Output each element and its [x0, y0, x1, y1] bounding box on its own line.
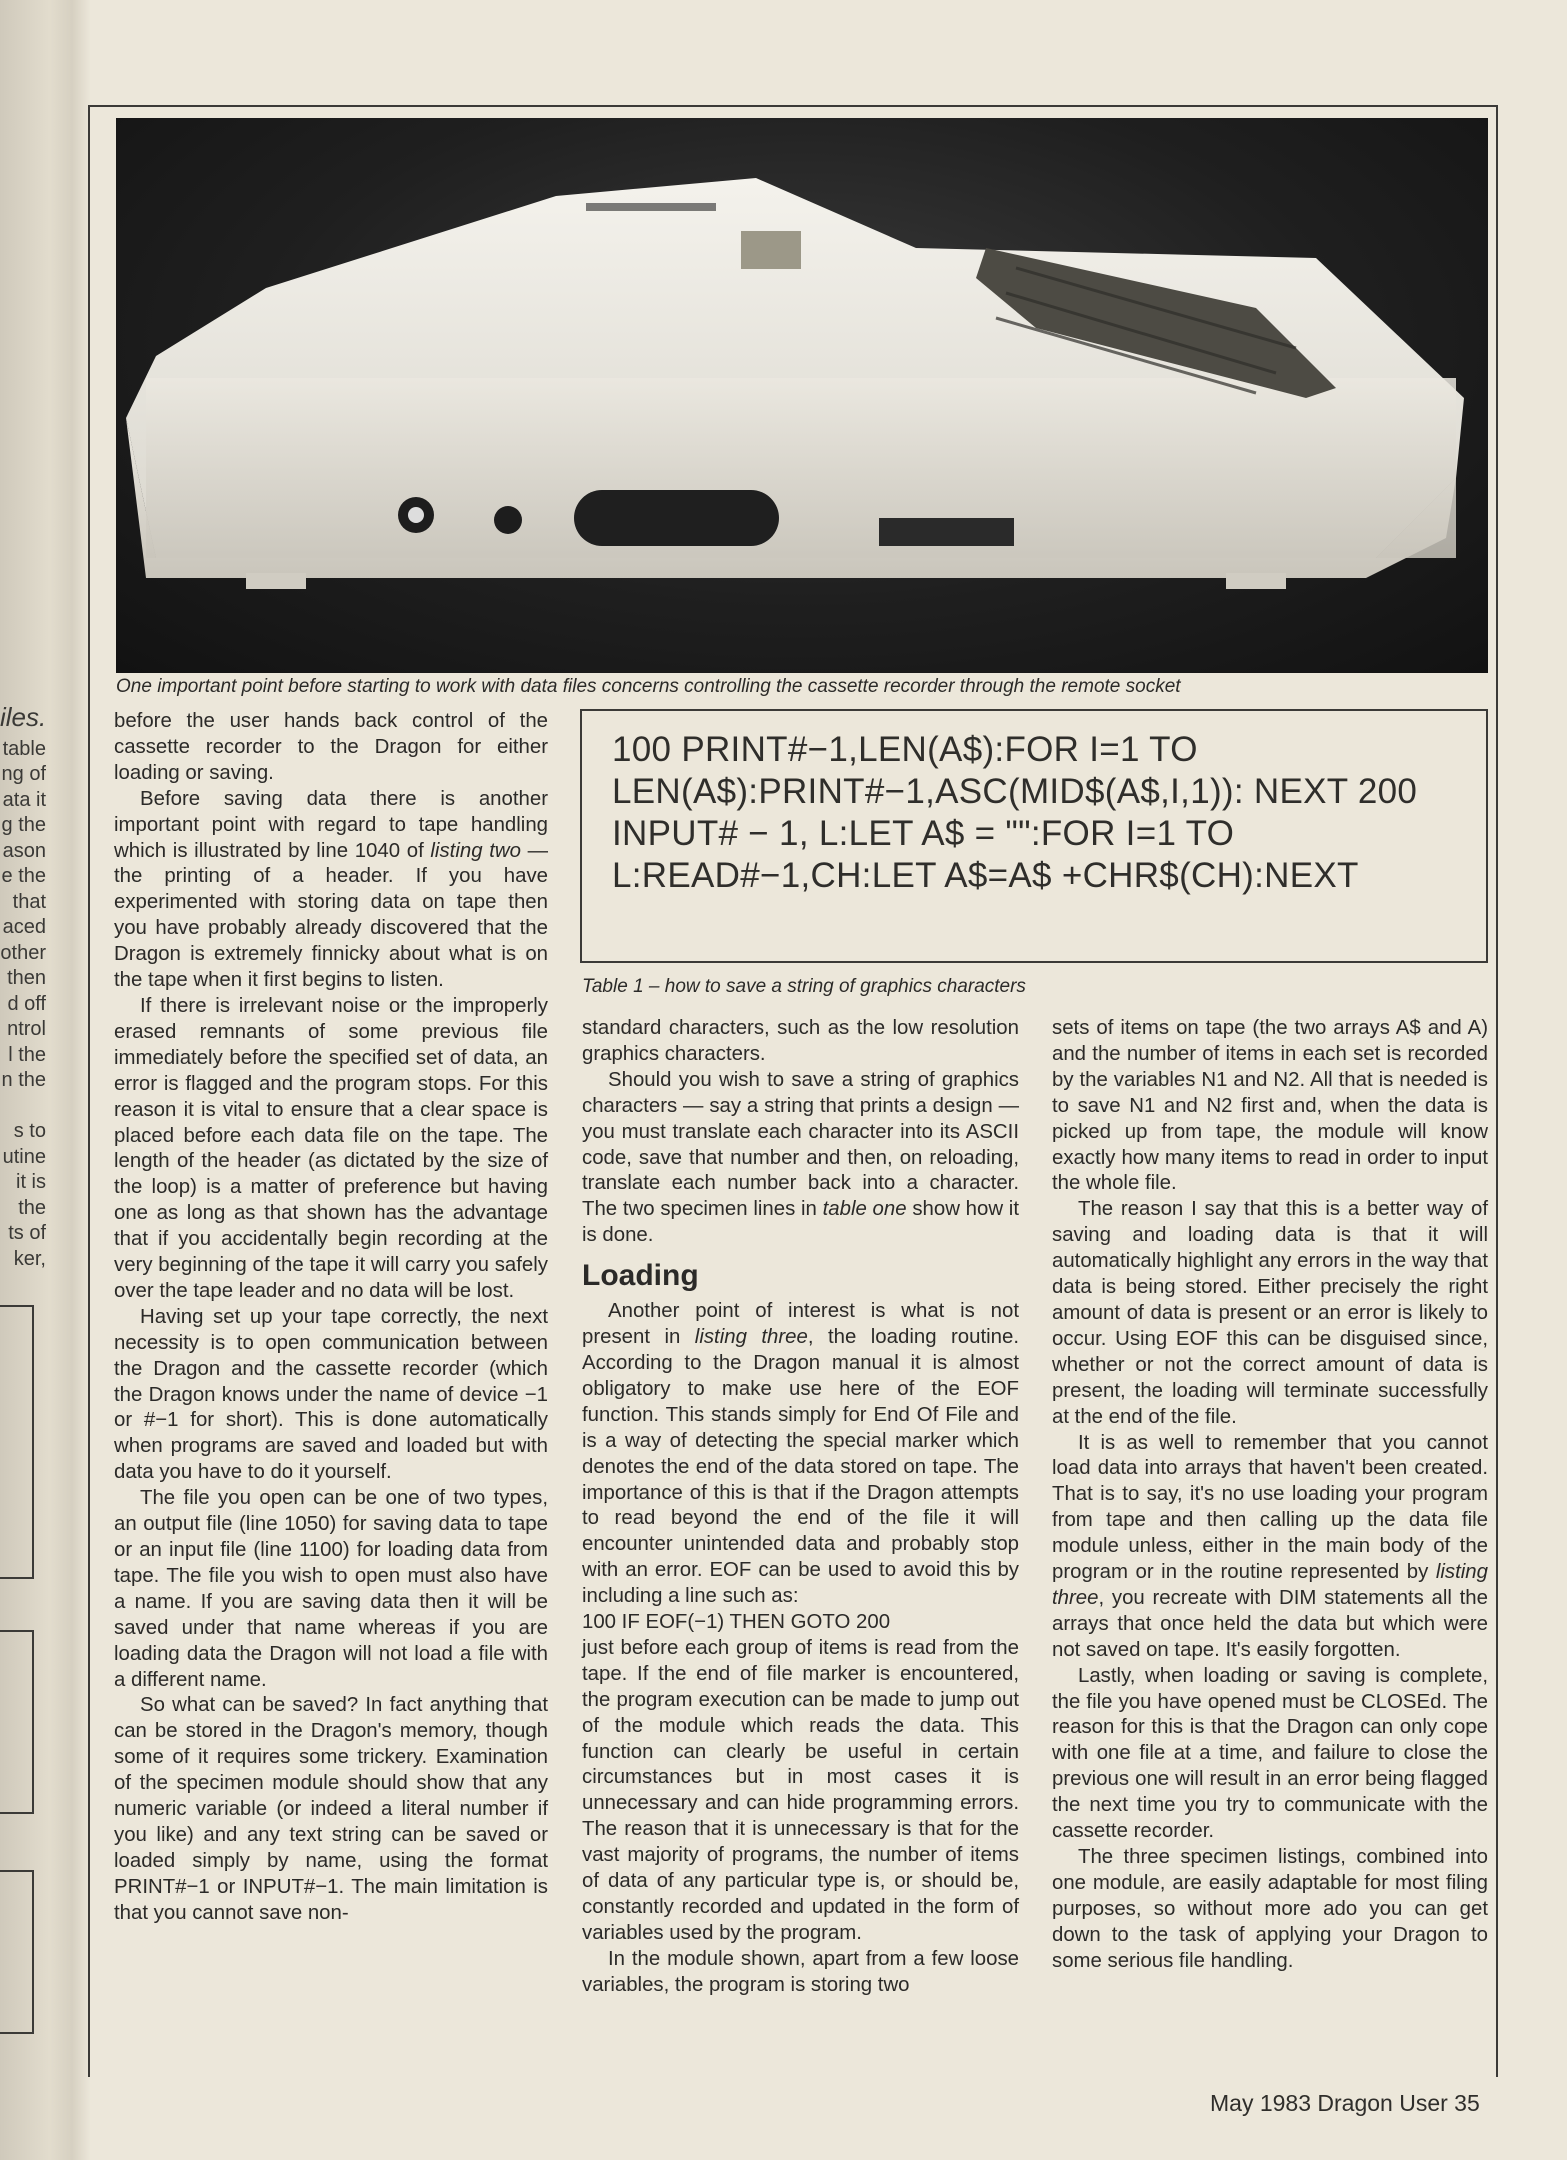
- paragraph: Lastly, when loading or saving is complete, the file you have opened must be CLOSEd. The reason for this is that the Dragon can only cope with one file at a time, and failure to close the previous one will result in an error being flagged the next time you try to communicate with the cassette recorder.: [1052, 1664, 1488, 1843]
- previous-page-fragment: ts of: [8, 1222, 46, 1244]
- previous-page-fragment: that: [12, 890, 46, 913]
- previous-page-fragment: ason: [2, 839, 46, 862]
- previous-page-fragment: other: [0, 941, 46, 964]
- table-1-code: 100 PRINT#−1,LEN(A$):FOR I=1 TO LEN(A$):PRINT#−1,ASC(MID$(A$,I,1)): NEXT 200 INPUT# − 1, L:LET A$ = "":FOR I=1 TO L:READ#−1,CH:LET A$=A$ +CHR$(CH):NEXT: [612, 730, 1418, 895]
- previous-page-fragment: it is: [16, 1171, 46, 1193]
- previous-page-box: [0, 1870, 34, 2034]
- previous-page-fragment: ntrol: [7, 1018, 46, 1040]
- paragraph: just before each group of items is read from the tape. If the end of file marker is encountered, the program execution can be made to jump out of the module which reads the data. This function can clearly be useful in certain circumstances but in most cases it is unnecessary and can hide programming errors. The reason that it is unnecessary is that for the vast majority of programs, the number of items of data of any particular type is, or should be, constantly recorded and updated in the form of variables used by the program.: [582, 1636, 1019, 1944]
- table-1-box: [580, 709, 1488, 963]
- previous-page-fragment: aced: [2, 916, 46, 938]
- paragraph: sets of items on tape (the two arrays A$ and A) and the number of items in each set is recorded by the variables N1 and N2. All that is needed is to save N1 and N2 first and, when the data is picked up from tape, the module will know exactly how many items to read in order to input the whole file.: [1052, 1017, 1488, 1195]
- page-folio: May 1983 Dragon User 35: [1210, 2090, 1480, 2116]
- previous-page-text-fragments: [0, 705, 46, 1272]
- paragraph: In the module shown, apart from a few loose variables, the program is storing two: [582, 1947, 1019, 1996]
- previous-page-fragment: ata it: [2, 788, 46, 811]
- paragraph: So what can be saved? In fact anything that can be stored in the Dragon's memory, though some of it requires some trickery. Examination of the specimen module should show that any numeric variable (or indeed a literal number if you like) and any text string can be saved or loaded simply by name, using the format PRINT#−1 or INPUT#−1. The main limitation is that you cannot save non-: [114, 1694, 548, 1924]
- previous-page-title-fragment: iles.: [0, 705, 46, 732]
- paragraph: before the user hands back control of the cassette recorder to the Dragon for either loading or saving.: [114, 710, 548, 784]
- text-column-1: [114, 709, 548, 1927]
- paragraph: The file you open can be one of two types, an output file (line 1050) for saving data to tape or an input file (line 1100) for loading data from tape. The file you wish to open must also have a name. If you are saving data then it will be saved under that name whereas if you are loading data the Dragon will not load a file with a different name.: [114, 1487, 548, 1691]
- dragon-computer-photo: [116, 118, 1488, 673]
- previous-page-fragment: g the: [1, 814, 46, 836]
- paragraph: Before saving data there is another important point with regard to tape handling which is illustrated by line 1040 of listing two — the printing of a header. If you have experimented with storing data on tape then you have probably already discovered that the Dragon is extremely finnicky about what is on the tape when it first begins to listen.: [114, 787, 548, 992]
- previous-page-fragment: then: [7, 967, 46, 989]
- previous-page-fragment: s to: [13, 1120, 46, 1142]
- previous-page-box: [0, 1630, 34, 1814]
- previous-page-fragment: d off: [7, 992, 46, 1015]
- previous-page-fragment: ker,: [13, 1247, 46, 1270]
- previous-page-fragment: [0, 1094, 46, 1120]
- paragraph: Another point of interest is what is not present in listing three, the loading routine. According to the Dragon manual it is almost obligatory to make use here of the EOF function. This stands simply for End Of File and is a way of detecting the special marker which denotes the end of the data stored on tape. The importance of this is that if the Dragon attempts to read beyond the end of the file it will encounter unintended data and probably stop with an error. EOF can be used to avoid this by including a line such as:: [582, 1300, 1019, 1608]
- previous-page-fragment: ng of: [1, 763, 46, 785]
- paragraph: The reason I say that this is a better way of saving and loading data is that it will automatically highlight any errors in the way that data is being stored. Either precisely the right amount of data is present or an error is likely to occur. Using EOF this can be disguised since, whether or not the correct amount of data is present, the loading will terminate successfully at the end of the file.: [1052, 1198, 1488, 1428]
- previous-page-fragment: table: [2, 737, 46, 760]
- paragraph: Having set up your tape correctly, the next necessity is to open communication between the Dragon and the cassette recorder (which the Dragon knows under the name of device −1 or #−1 for short). This is done automatically when programs are saved and loaded but with data you have to do it yourself.: [114, 1305, 548, 1484]
- previous-page-fragment: e the: [1, 865, 46, 887]
- previous-page-lines: [0, 737, 46, 1273]
- text-column-2: [582, 1016, 1019, 1999]
- table-1-caption: Table 1 – how to save a string of graphics characters: [582, 976, 1026, 997]
- photo-caption: One important point before starting to work with data files concerns controlling the cassette recorder through the remote socket: [116, 676, 1181, 697]
- previous-page-box: [0, 1305, 34, 1579]
- text-column-3: [1052, 1016, 1488, 1975]
- paragraph: Should you wish to save a string of graphics characters — say a string that prints a design — you must translate each character into its ASCII code, save that number and then, on reloading, translate each number back into a character. The two specimen lines in table one show how it is done.: [582, 1068, 1019, 1247]
- paragraph: The three specimen listings, combined into one module, are easily adaptable for most filing purposes, so without more ado you can get down to the task of applying your Dragon to some serious file handling.: [1052, 1846, 1488, 1972]
- previous-page-fragment: l the: [8, 1043, 46, 1066]
- paragraph: If there is irrelevant noise or the improperly erased remnants of some previous file immediately before the specified set of data, an error is flagged and the program stops. For this reason it is vital to ensure that a clear space is placed before each data file on the tape. The length of the header (as dictated by the size of the loop) is a matter of preference but having one as long as that shown has the advantage that if you accidentally begin recording at the very beginning of the tape it will carry you safely over the tape leader and no data will be lost.: [114, 994, 548, 1302]
- previous-page-fragment: utine: [2, 1145, 46, 1168]
- paragraph: standard characters, such as the low resolution graphics characters.: [582, 1017, 1019, 1065]
- previous-page-fragment: the: [18, 1196, 46, 1219]
- section-heading-loading: Loading: [582, 1259, 699, 1293]
- paragraph: It is as well to remember that you cannot load data into arrays that haven't been created. That is to say, it's no use loading your program from tape and then calling up the data file module unless, either in the main body of the program or in the routine represented by listing three, you recreate with DIM statements all the arrays that once held the data but which were not saved on tape. It's easily forgotten.: [1052, 1431, 1488, 1661]
- previous-page-fragment: n the: [1, 1069, 46, 1091]
- code-line: 100 IF EOF(−1) THEN GOTO 200: [582, 1611, 891, 1634]
- computer-illustration: [116, 118, 1488, 673]
